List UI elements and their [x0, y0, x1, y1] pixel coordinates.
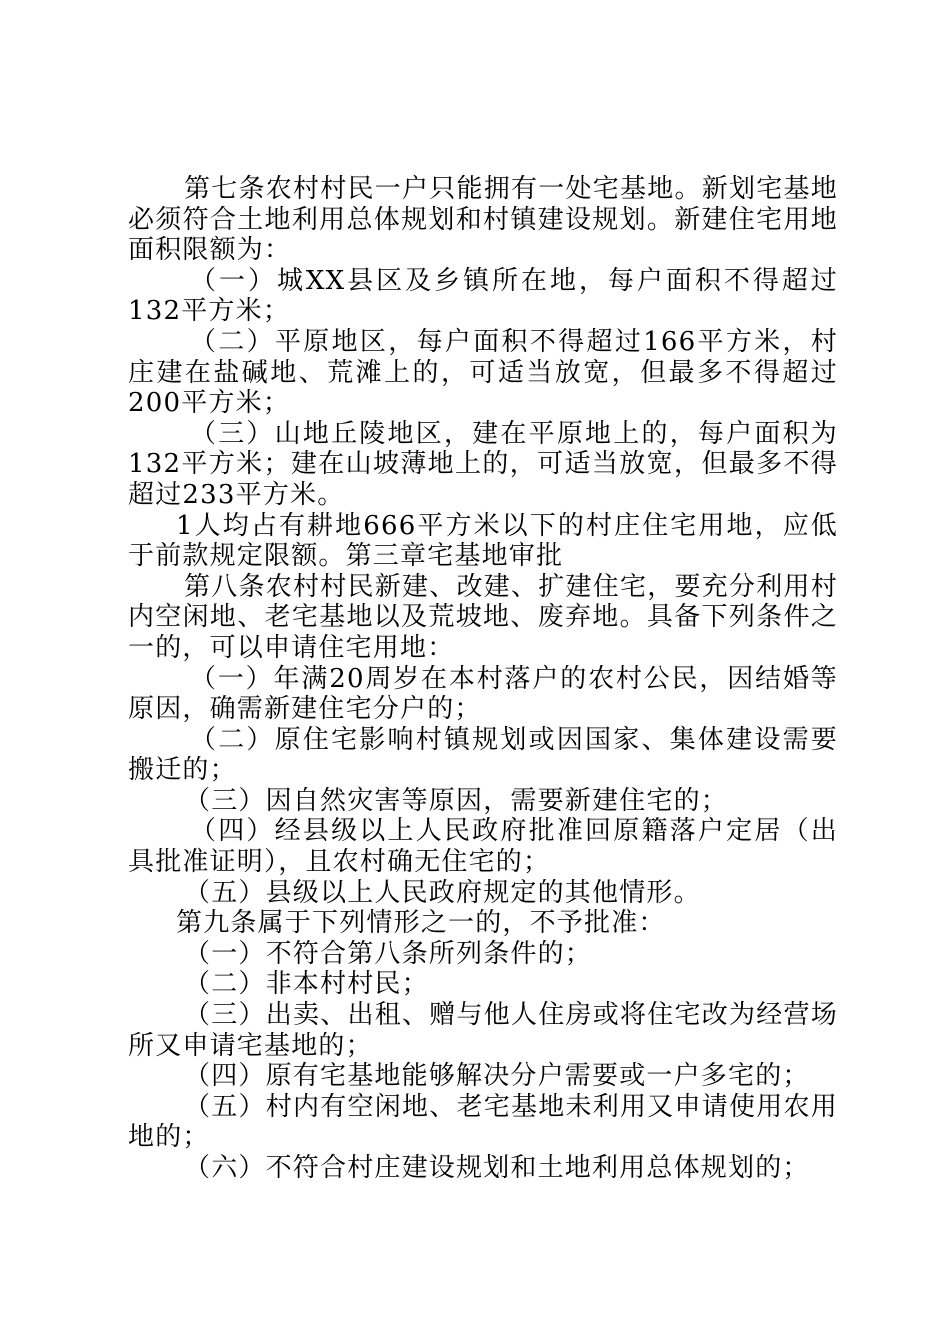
paragraph-item: （三）因自然灾害等原因，需要新建住宅的； [184, 785, 729, 816]
paragraph-item: （二）原住宅影响村镇规划或因国家、集体建设需要搬迁的； [128, 724, 838, 786]
paragraph-item: （四）原有宅基地能够解决分户需要或一户多宅的； [184, 1061, 810, 1092]
paragraph-item: （五）村内有空闲地、老宅基地未利用又申请使用农用地的； [128, 1091, 838, 1153]
paragraph-item: （一）年满20周岁在本村落户的农村公民，因结婚等原因，确需新建住宅分户的； [128, 663, 838, 725]
paragraph-item: （二）平原地区，每户面积不得超过166平方米，村庄建在盐碱地、荒滩上的，可适当放宽，但最多不得超过200平方米； [128, 326, 838, 419]
paragraph-article-9: 第九条属于下列情形之一的，不予批准： [176, 908, 666, 939]
paragraph-item: （二）非本村村民； [184, 969, 429, 1000]
paragraph-item: （一）城XX县区及乡镇所在地，每户面积不得超过132平方米； [128, 265, 838, 327]
paragraph-article-8: 第八条农村村民新建、改建、扩建住宅，要充分利用村内空闲地、老宅基地以及荒坡地、废弃地。具备下列条件之一的，可以申请住宅用地： [128, 571, 838, 663]
paragraph-item: （三）出卖、出租、赠与他人住房或将住宅改为经营场所又申请宅基地的； [128, 1000, 838, 1061]
paragraph-item: （一）不符合第八条所列条件的； [184, 938, 593, 969]
paragraph-article-7: 第七条农村村民一户只能拥有一处宅基地。新划宅基地必须符合土地利用总体规划和村镇建设规划。新建住宅用地面积限额为： [128, 174, 838, 266]
paragraph-item: （六）不符合村庄建设规划和土地利用总体规划的； [184, 1153, 810, 1183]
paragraph-item: （三）山地丘陵地区，建在平原地上的，每户面积为132平方米；建在山坡薄地上的，可适当放宽，但最多不得超过233平方米。 [128, 418, 838, 510]
paragraph-item: （四）经县级以上人民政府批准回原籍落户定居（出具批准证明），且农村确无住宅的； [128, 816, 838, 878]
paragraph-note: 1人均占有耕地666平方米以下的村庄住宅用地，应低于前款规定限额。第三章宅基地审批 [128, 510, 838, 572]
document-body [128, 174, 838, 1184]
paragraph-item: （五）县级以上人民政府规定的其他情形。 [184, 877, 701, 908]
